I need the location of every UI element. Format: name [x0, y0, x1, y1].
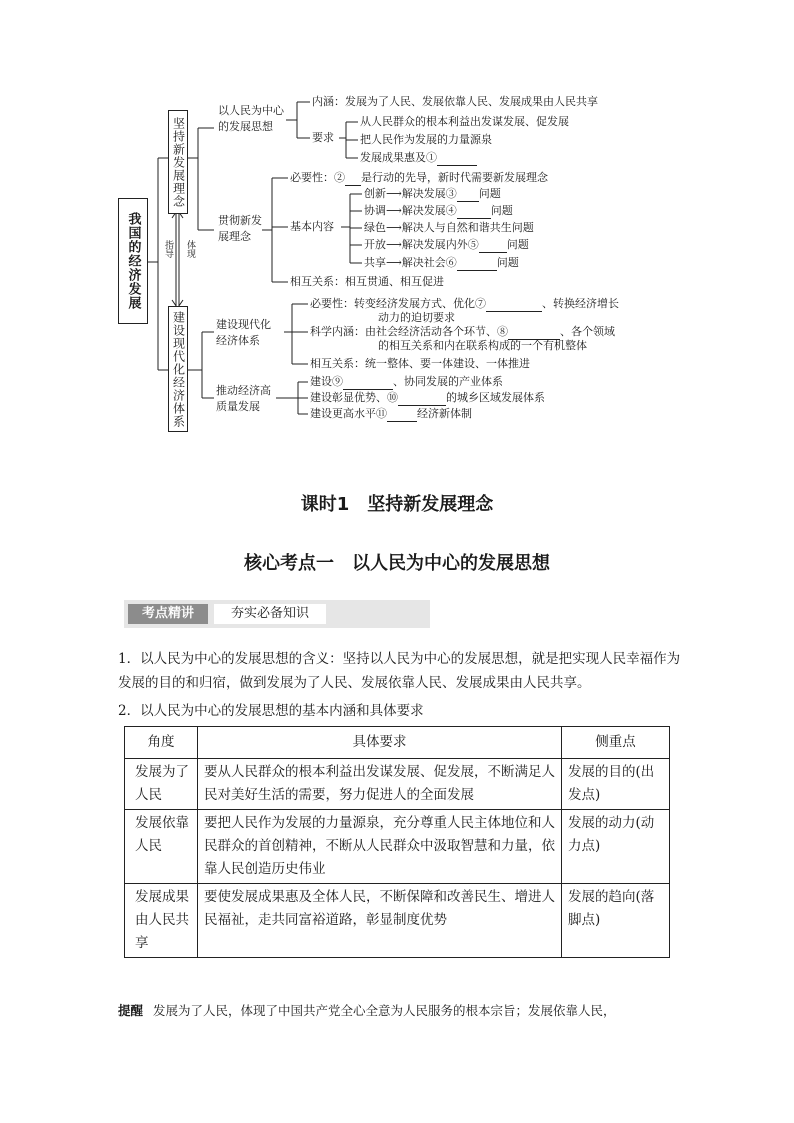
concept-item: 绿色⟶解决人与自然和谐共生问题 — [364, 221, 534, 234]
system-necessity-cont: 动力的迫切要求 — [378, 311, 455, 324]
people-connotation: 内涵：发展为了人民、发展依靠人民、发展成果由人民共享 — [312, 95, 598, 108]
concept-item: 共享⟶解决社会⑥ 问题 — [364, 256, 519, 269]
system-science-cont: 的相互关系和内在联系构成的一个有机整体 — [378, 339, 587, 352]
concept-necessity: 必要性：② 是行动的先导，新时代需要新发展理念 — [290, 171, 548, 184]
table-cell-angle: 发展为了人民 — [125, 759, 198, 810]
link-embody: 体现 — [185, 240, 195, 258]
concept-relation: 相互关系：相互贯通、相互促进 — [290, 275, 444, 288]
requirements-table — [124, 726, 670, 958]
branch-top-label: 坚持新发展理念 — [171, 116, 186, 208]
concept-label-2: 展理念 — [218, 230, 251, 243]
root-label: 我国的经济发展 — [125, 212, 141, 310]
table-cell-requirement: 要把人民作为发展的力量源泉，充分尊重人民主体地位和人民群众的首创精神，不断从人民群众中汲取智慧和力量，依靠人民创造历史伟业 — [198, 810, 562, 884]
table-header: 角度 — [125, 727, 198, 759]
people-label-2: 的发展思想 — [218, 120, 273, 133]
table-row — [125, 759, 670, 810]
system-label-2: 经济体系 — [216, 334, 260, 347]
quality-label-1: 推动经济高 — [216, 384, 271, 397]
people-req-2: 把人民作为发展的力量源泉 — [360, 133, 492, 146]
people-req-1: 从人民群众的根本利益出发谋发展、促发展 — [360, 115, 569, 128]
system-label-1: 建设现代化 — [216, 318, 271, 331]
branch-bottom-label: 建设现代化经济体系 — [171, 310, 186, 428]
banner-tag: 考点精讲 — [128, 604, 208, 624]
table-cell-focus: 发展的趋向(落脚点) — [562, 884, 670, 958]
concept-content-label: 基本内容 — [290, 220, 334, 233]
table-cell-angle: 发展成果由人民共享 — [125, 884, 198, 958]
table-header: 侧重点 — [562, 727, 670, 759]
lesson-title: 课时1 坚持新发展理念 — [300, 494, 494, 515]
people-req-3: 发展成果惠及① — [360, 151, 477, 166]
table-row — [125, 884, 670, 958]
table-cell-requirement: 要使发展成果惠及全体人民，不断保障和改善民生、增进人民福祉，走共同富裕道路，彰显制度优势 — [198, 884, 562, 958]
section-banner — [124, 600, 430, 628]
table-row — [125, 810, 670, 884]
quality-label-2: 质量发展 — [216, 400, 260, 413]
table-header: 具体要求 — [198, 727, 562, 759]
branch-new-concept — [168, 110, 188, 214]
quality-line-3: 建设更高水平⑪ 经济新体制 — [310, 407, 472, 420]
tip-label: 提醒 — [118, 1003, 144, 1018]
map-root — [118, 198, 148, 324]
quality-line-2: 建设彰显优势、⑩ 的城乡区域发展体系 — [310, 391, 545, 404]
system-relation: 相互关系：统一整体、要一体建设、一体推进 — [310, 357, 530, 370]
system-necessity: 必要性：转变经济发展方式、优化⑦ 、转换经济增长 — [310, 297, 619, 310]
branch-economic-system — [168, 306, 188, 432]
paragraph-definition: 1．以人民为中心的发展思想的含义：坚持以人民为中心的发展思想，就是把实现人民幸福作为发展的目的和归宿，做到发展为了人民、发展依靠人民、发展成果由人民共享。 — [118, 651, 681, 691]
section-title: 核心考点一 以人民为中心的发展思想 — [244, 553, 550, 574]
concept-item: 开放⟶解决发展内外⑤ 问题 — [364, 238, 529, 251]
table-header-row — [125, 727, 670, 759]
table-cell-requirement: 要从人民群众的根本利益出发谋发展、促发展，不断满足人民对美好生活的需要，努力促进人的全面发展 — [198, 759, 562, 810]
people-label-1: 以人民为中心 — [218, 104, 284, 117]
table-cell-focus: 发展的目的(出发点) — [562, 759, 670, 810]
concept-item: 创新⟶解决发展③ 问题 — [364, 187, 501, 200]
concept-label-1: 贯彻新发 — [218, 214, 262, 227]
table-cell-angle: 发展依靠人民 — [125, 810, 198, 884]
quality-line-1: 建设⑨ 、协同发展的产业体系 — [310, 375, 503, 388]
link-guide: 指导 — [163, 240, 173, 258]
table-cell-focus: 发展的动力(动力点) — [562, 810, 670, 884]
paragraph-heading: 2．以人民为中心的发展思想的基本内涵和具体要求 — [118, 703, 424, 719]
people-requirement-label: 要求 — [312, 131, 334, 144]
banner-subtitle: 夯实必备知识 — [214, 604, 326, 624]
tip-paragraph — [118, 1001, 684, 1021]
concept-item: 协调⟶解决发展④ 问题 — [364, 204, 513, 217]
tip-text: 发展为了人民，体现了中国共产党全心全意为人民服务的根本宗旨；发展依靠人民， — [153, 1003, 616, 1018]
system-science: 科学内涵：由社会经济活动各个环节、⑧ 、各个领域 — [310, 325, 615, 338]
